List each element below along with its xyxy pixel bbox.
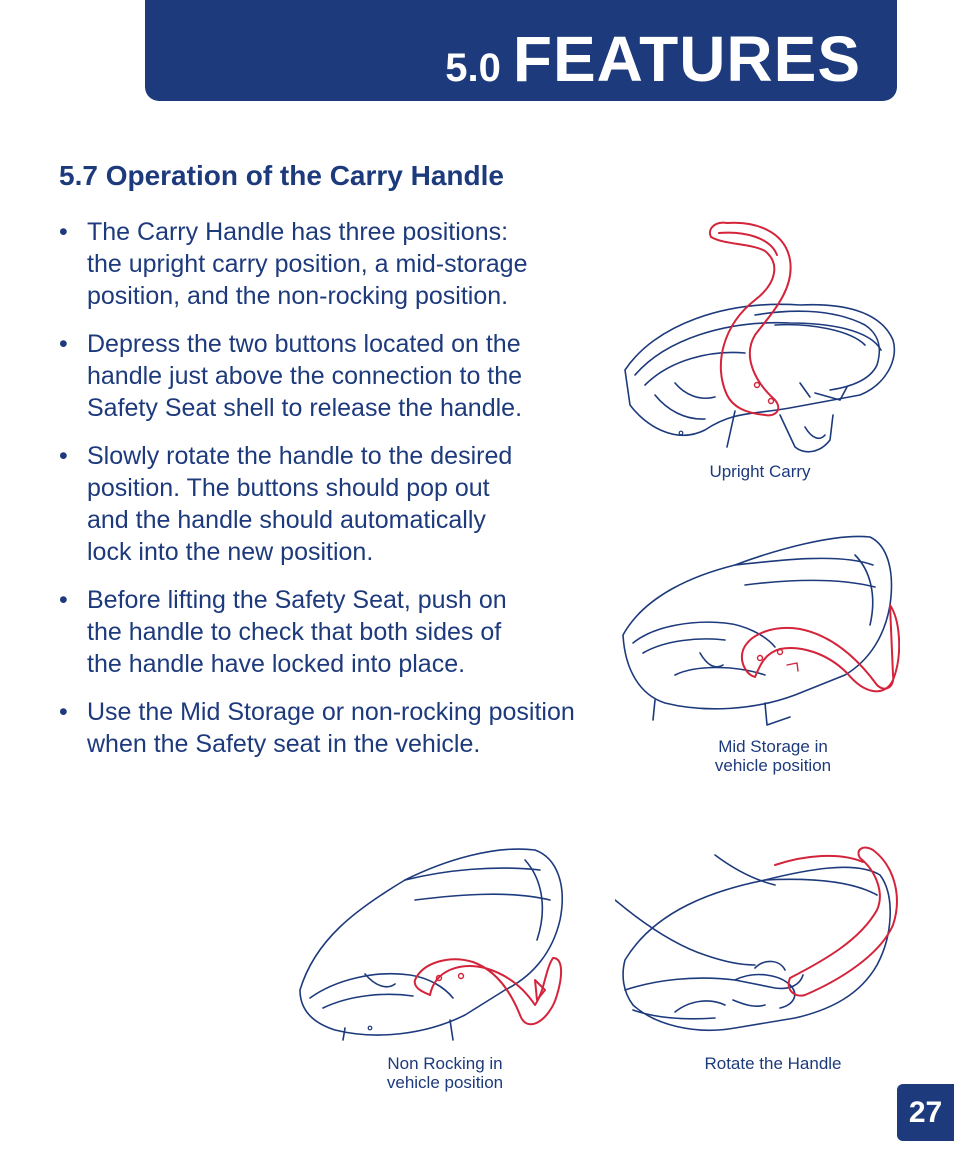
bullet-line: Safety Seat shell to release the handle. bbox=[87, 394, 523, 422]
bullet-line: position. The buttons should pop out bbox=[87, 474, 490, 502]
bullet-symbol: • bbox=[59, 330, 68, 358]
rotate-handle-illustration bbox=[615, 840, 900, 1050]
list-item bbox=[59, 584, 639, 680]
bullet-line: Slowly rotate the handle to the desired bbox=[87, 442, 513, 470]
bullet-line: position, and the non-rocking position. bbox=[87, 282, 509, 310]
bullet-line: Depress the two buttons located on the bbox=[87, 330, 521, 358]
bullet-symbol: • bbox=[59, 442, 68, 470]
list-item bbox=[59, 696, 639, 760]
bullet-line: the handle have locked into place. bbox=[87, 650, 466, 678]
list-item bbox=[59, 328, 639, 424]
page-number: 27 bbox=[897, 1084, 954, 1141]
list-item bbox=[59, 216, 639, 312]
bullet-line: Before lifting the Safety Seat, push on bbox=[87, 586, 507, 614]
header-bar bbox=[145, 0, 897, 101]
caption-text: vehicle position bbox=[386, 1073, 504, 1092]
bullet-line: and the handle should automatically bbox=[87, 506, 486, 534]
bullet-line: Use the Mid Storage or non-rocking position bbox=[87, 698, 575, 726]
caption-text: Non Rocking in bbox=[387, 1054, 503, 1073]
non-rocking-illustration bbox=[295, 840, 570, 1050]
mid-storage-caption bbox=[690, 737, 856, 775]
list-item bbox=[59, 440, 639, 568]
bullet-line: The Carry Handle has three positions: bbox=[87, 218, 509, 246]
chapter-word: FEATURES bbox=[512, 23, 861, 95]
instruction-list bbox=[59, 216, 639, 776]
bullet-line: when the Safety seat in the vehicle. bbox=[87, 730, 481, 758]
caption-text: Upright Carry bbox=[709, 462, 811, 481]
non-rocking-caption bbox=[362, 1054, 528, 1092]
bullet-line: the upright carry position, a mid-storage bbox=[87, 250, 528, 278]
caption-text: Mid Storage in bbox=[718, 737, 828, 756]
bullet-line: lock into the new position. bbox=[87, 538, 374, 566]
chapter-number: 5.0 bbox=[445, 46, 501, 90]
rotate-handle-caption bbox=[680, 1054, 866, 1073]
bullet-symbol: • bbox=[59, 218, 68, 246]
bullet-line: handle just above the connection to the bbox=[87, 362, 523, 390]
section-title: 5.7 Operation of the Carry Handle bbox=[59, 160, 504, 191]
upright-carry-caption bbox=[690, 462, 830, 481]
caption-text: vehicle position bbox=[714, 756, 832, 775]
bullet-symbol: • bbox=[59, 586, 68, 614]
mid-storage-illustration bbox=[615, 525, 900, 730]
chapter-title bbox=[445, 22, 861, 96]
upright-carry-illustration bbox=[615, 215, 900, 460]
caption-text: Rotate the Handle bbox=[704, 1054, 842, 1073]
bullet-symbol: • bbox=[59, 698, 68, 726]
bullet-line: the handle to check that both sides of bbox=[87, 618, 502, 646]
